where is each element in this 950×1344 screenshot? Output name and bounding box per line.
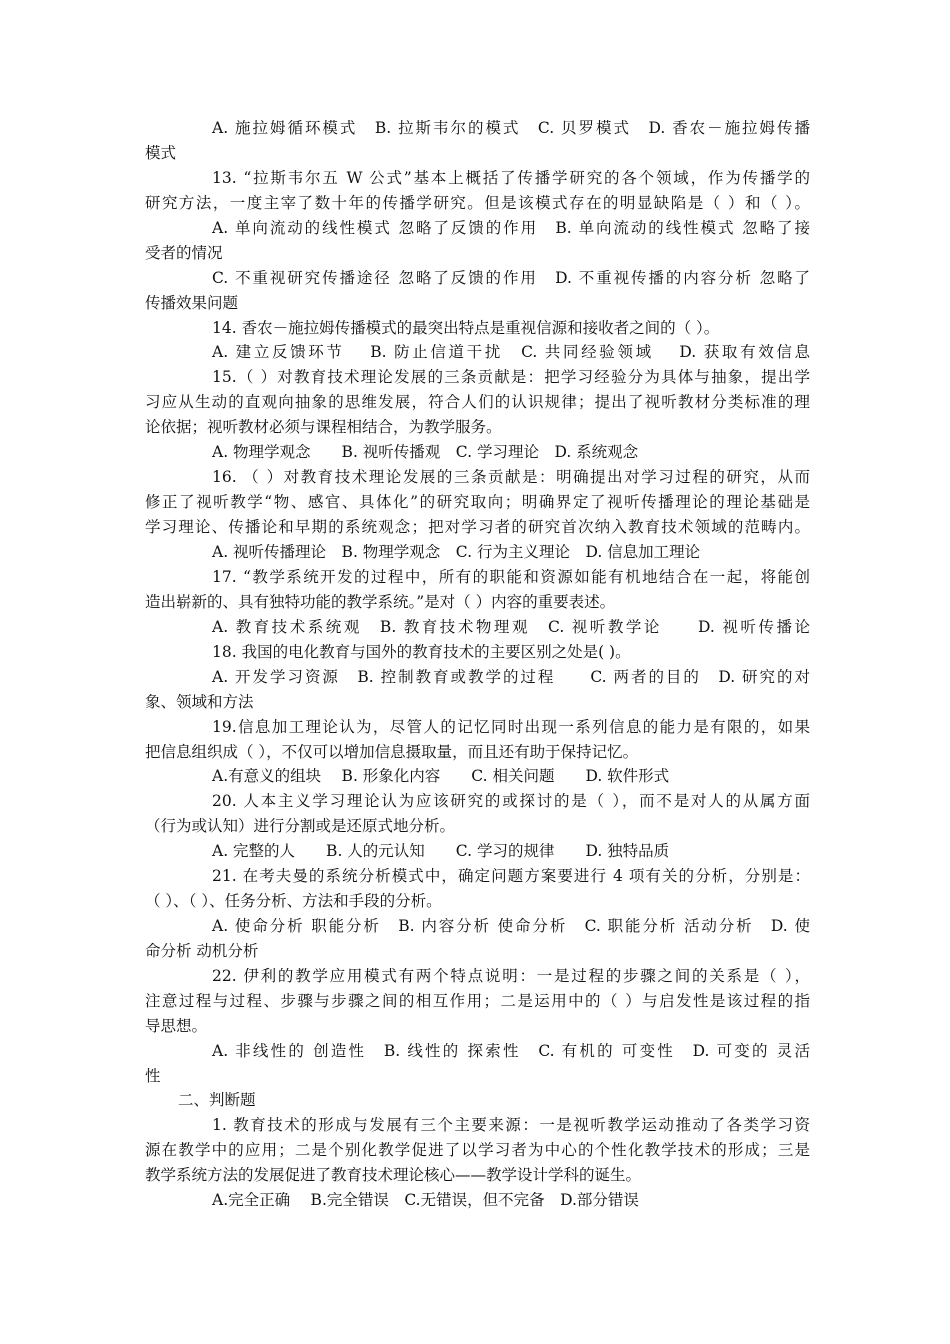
- tf1-options: A.完全正确 B.完全错误 C.无错误，但不完备 D.部分错误: [212, 1191, 639, 1209]
- q13-options-line-3: C. 不重视研究传播途径 忽略了反馈的作用 D. 不重视传播的内容分析 忽略了: [212, 269, 810, 287]
- q17-options: A. 教育技术系统观 B. 教育技术物理观 C. 视听教学论 D. 视听传播论: [212, 618, 810, 636]
- q13-options-line-1: A. 单向流动的线性模式 忽略了反馈的作用 B. 单向流动的线性模式 忽略了接: [212, 219, 810, 237]
- tf1-stem-line-1: 1. 教育技术的形成与发展有三个主要来源：一是视听教学运动推动了各类学习资: [212, 1116, 810, 1134]
- tf1-stem-line-3: 教学系统方法的发展促进了教育技术理论核心——教学设计学科的诞生。: [145, 1166, 642, 1184]
- q18-options-line-1: A. 开发学习资源 B. 控制教育或教学的过程 C. 两者的目的 D. 研究的对: [212, 668, 810, 686]
- q21-options-line-1: A. 使命分析 职能分析 B. 内容分析 使命分析 C. 职能分析 活动分析 D. 使: [212, 917, 810, 935]
- q13-stem-line-1: 13. “拉斯韦尔五 W 公式”基本上概括了传播学研究的各个领域，作为传播学的: [212, 169, 810, 187]
- q18-stem: 18. 我国的电化教育与国外的教育技术的主要区别之处是( )。: [212, 643, 631, 661]
- q15-options: A. 物理学观念 B. 视听传播观 C. 学习理论 D. 系统观念: [212, 443, 639, 461]
- q13-options-line-4: 传播效果问题: [145, 294, 239, 312]
- q22-stem-line-3: 导思想。: [145, 1017, 208, 1035]
- q22-options-line-1: A. 非线性的 创造性 B. 线性的 探索性 C. 有机的 可变性 D. 可变的 灵活: [212, 1042, 810, 1060]
- q16-stem-line-3: 学习理论、传播论和早期的系统观念；把对学习者的研究首次纳入教育技术领域的范畴内。: [145, 518, 810, 536]
- q22-options-line-2: 性: [145, 1067, 161, 1085]
- q21-options-line-2: 命分析 动机分析: [145, 942, 259, 960]
- q14-options: A. 建立反馈环节 B. 防止信道干扰 C. 共同经验领域 D. 获取有效信息: [212, 343, 810, 361]
- q14-stem: 14. 香农－施拉姆传播模式的最突出特点是重视信源和接收者之间的（ ）。: [212, 319, 720, 337]
- q16-options: A. 视听传播理论 B. 物理学观念 C. 行为主义理论 D. 信息加工理论: [212, 543, 701, 561]
- q15-stem-line-2: 习应从生动的直观向抽象的思维发展，符合人们的认识规律；提出了视听教材分类标准的理: [145, 393, 810, 411]
- q12-options-line-1: A. 施拉姆循环模式 B. 拉斯韦尔的模式 C. 贝罗模式 D. 香农－施拉姆传播: [212, 119, 810, 137]
- q17-stem-line-1: 17. “教学系统开发的过程中，所有的职能和资源如能有机地结合在一起，将能创: [212, 568, 810, 586]
- q22-stem-line-2: 注意过程与过程、步骤与步骤之间的相互作用；二是运用中的（ ）与启发性是该过程的指: [145, 992, 810, 1010]
- q13-options-line-2: 受者的情况: [145, 244, 223, 262]
- q17-stem-line-2: 造出崭新的、具有独特功能的教学系统。”是对（ ）内容的重要表述。: [145, 593, 616, 611]
- q21-stem-line-2: （ ）、（ ）、任务分析、方法和手段的分析。: [145, 892, 442, 910]
- q15-stem-line-1: 15.（ ）对教育技术理论发展的三条贡献是：把学习经验分为具体与抽象，提出学: [212, 368, 810, 386]
- q19-stem-line-2: 把信息组织成（ ），不仅可以增加信息摄取量，而且还有助于保持记忆。: [145, 743, 639, 761]
- q21-stem-line-1: 21. 在考夫曼的系统分析模式中，确定问题方案要进行 4 项有关的分析，分别是：: [212, 867, 810, 885]
- q19-stem-line-1: 19.信息加工理论认为，尽管人的记忆同时出现一系列信息的能力是有限的，如果: [212, 718, 810, 736]
- q16-stem-line-1: 16. （ ）对教育技术理论发展的三条贡献是：明确提出对学习过程的研究，从而: [212, 468, 810, 486]
- q13-stem-line-2: 研究方法，一度主宰了数十年的传播学研究。但是该模式存在的明显缺陷是（ ）和（ ）。: [145, 194, 810, 212]
- q18-options-line-2: 象、领域和方法: [145, 693, 254, 711]
- tf1-stem-line-2: 源在教学中的应用；二是个别化教学促进了以学习者为中心的个性化教学技术的形成；三是: [145, 1141, 810, 1159]
- q15-stem-line-3: 论依据；视听教材必须与课程相结合，为教学服务。: [145, 418, 502, 436]
- section-heading-true-false: 二、判断题: [178, 1091, 256, 1109]
- q20-stem-line-1: 20. 人本主义学习理论认为应该研究的或探讨的是（ ），而不是对人的从属方面: [212, 792, 810, 810]
- q16-stem-line-2: 修正了视听教学“物、感官、具体化”的研究取向；明确界定了视听传播理论的理论基础是: [145, 493, 810, 511]
- q12-options-line-2: 模式: [145, 144, 177, 162]
- q19-options: A.有意义的组块 B. 形象化内容 C. 相关问题 D. 软件形式: [212, 767, 670, 785]
- q20-options: A. 完整的人 B. 人的元认知 C. 学习的规律 D. 独特品质: [212, 842, 670, 860]
- q20-stem-line-2: （行为或认知）进行分割或是还原式地分析。: [145, 817, 456, 835]
- q22-stem-line-1: 22. 伊利的教学应用模式有两个特点说明：一是过程的步骤之间的关系是（ ），: [212, 967, 810, 985]
